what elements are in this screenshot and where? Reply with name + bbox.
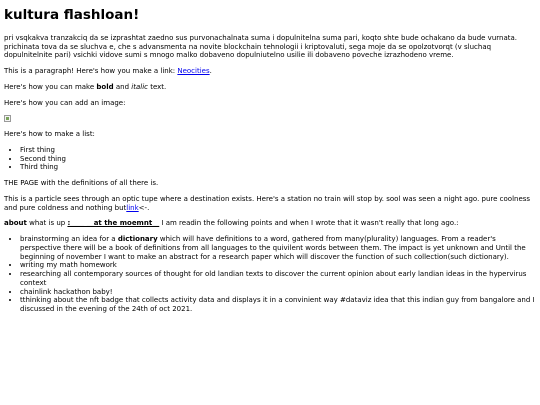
- list-item: • First thing: [20, 146, 536, 155]
- image-paragraph: Here's how you can add an image:: [4, 98, 126, 107]
- particle-paragraph: [4, 195, 536, 213]
- bold-text: bold: [96, 82, 114, 91]
- point-prefix: tthinking about the nft badge that collects activity data and displays it in a convinient way #dataviz idea that this indian guy from bangalore and I discussed in the evening of the 24th of oct 2021.: [20, 296, 535, 314]
- list-item: • Second thing: [20, 155, 536, 164]
- about-text-1: what is up: [26, 219, 68, 228]
- bold-line-prefix: Here's how you can make: [4, 82, 97, 91]
- point-prefix: brainstorming an idea for a: [20, 235, 118, 244]
- about-text-2: I am readin the following points and when I wrote that it wasn't really that long ago.:: [159, 219, 459, 228]
- point-item: [20, 288, 536, 297]
- point-item: [20, 261, 536, 270]
- image-wrapper: [4, 114, 536, 123]
- page-title: kultura flashloan!: [4, 7, 140, 23]
- link-paragraph-prefix: This is a paragraph! Here's how you make a link:: [4, 67, 178, 76]
- link-paragraph-suffix: .: [209, 67, 212, 76]
- point-prefix: chainlink hackathon baby!: [20, 287, 113, 296]
- point-suffix: which will have definitions to a word, gathered from many(plurality) languages. From a reader's perspective there will be a book of definitions from all languages to the quivilent words between them. The impact is yet unknown and Until the beginning of november I want to make an abstract for a research paper which will discover the function of such collection(such dictionary).: [20, 235, 526, 261]
- point-item: [20, 296, 536, 314]
- about-paragraph: [4, 219, 536, 228]
- neocities-link[interactable]: Neocities: [177, 67, 210, 76]
- particle-suffix: <-.: [138, 203, 150, 212]
- simple-list: [4, 146, 536, 172]
- italic-text: italic: [131, 82, 148, 91]
- bold-line-middle: and: [113, 82, 132, 91]
- about-underlined: :____ __at the moemnt__: [67, 219, 160, 228]
- particle-text: This is a particle sees through an optic tupe where a destination exists. Here's a station no train will stop by. sool was seen a night ago. pure coolness and pure coldness and nothing but: [4, 194, 531, 212]
- point-prefix: researching all contemporary sources of thought for old landian texts to discover the current opinion about early landian ideas in the hypervirus context: [20, 270, 527, 287]
- intro-paragraph: pri vsqkakva tranzakciq da se izprashtat zaedno sus purvonachalnata suma i dopulnitelna suma pari, koqto shte bude ochakano da bude vurnata. prichinata tova da se sluchva e, che s advansmenta na novite blockchain tehnologii i kriptovaluti, sega moje da se opolzotvorqt (v sluchaq dopulnitelnite pari) vsichki vidove sumi s mnogo malko dobaveno dopulniutelno usilie ili dobaveno poveche izrazhodeno vreme.: [4, 33, 518, 60]
- list-intro: Here's how to make a list:: [4, 130, 95, 139]
- link-paragraph: [4, 67, 536, 76]
- points-list: [4, 235, 536, 314]
- particle-link[interactable]: link: [126, 203, 139, 212]
- bold-line-suffix: text.: [147, 82, 167, 91]
- list-item: • Third thing: [20, 163, 536, 172]
- definitions-paragraph: THE PAGE with the definitions of all there is.: [4, 179, 159, 188]
- bold-italic-paragraph: [4, 83, 536, 92]
- point-bold: dictionary: [117, 235, 158, 244]
- point-item: [20, 270, 536, 288]
- about-label: about: [4, 219, 27, 228]
- broken-image-icon: [4, 115, 11, 122]
- point-prefix: writing my math homework: [20, 261, 117, 270]
- point-item: [20, 235, 536, 261]
